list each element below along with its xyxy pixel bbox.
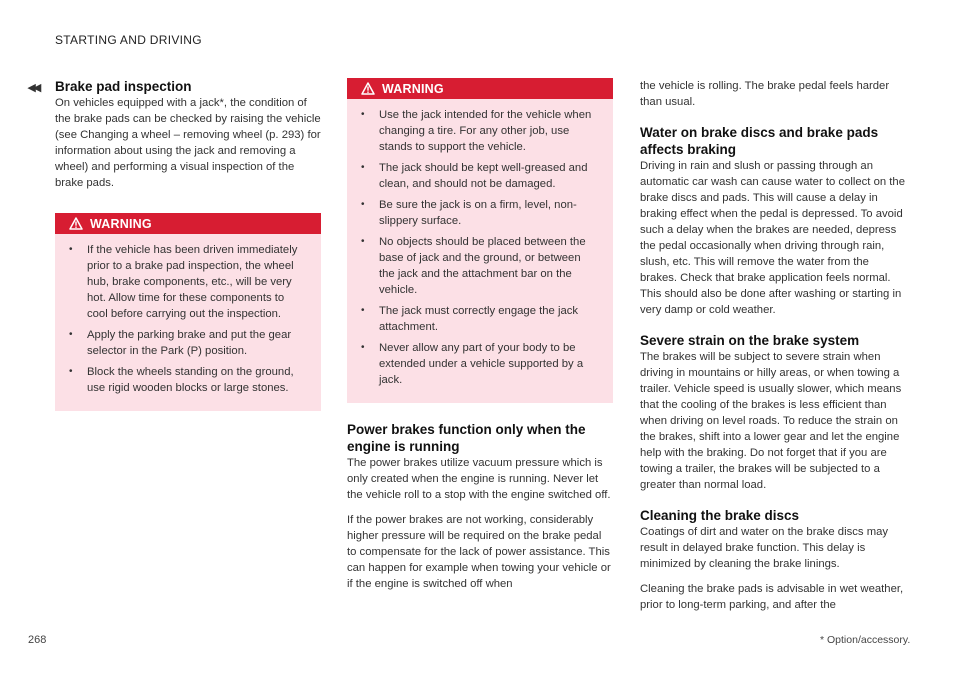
warning-header <box>347 78 613 99</box>
page-number: 268 <box>28 634 47 646</box>
severe-strain-heading: Severe strain on the brake system <box>640 333 860 348</box>
warning-list <box>55 234 321 396</box>
footnote: * Option/accessory. <box>820 634 911 646</box>
power-brakes-heading: Power brakes function only when the engine is running <box>347 422 586 454</box>
warning-header <box>55 213 321 234</box>
warning-triangle-icon <box>361 82 375 95</box>
continued-text: the vehicle is rolling. The brake pedal feels harder than usual. <box>640 80 890 108</box>
brake-pad-inspection-text: On vehicles equipped with a jack*, the condition of the brake pads can be checked by raising the vehicle (see Changing a wheel – removing wheel (p. 293) for information about using the jack and removing a wheel) and performing a visual inspection of the brake pads. <box>55 97 321 189</box>
warning-item: • Never allow any part of your body to be extended under a vehicle supported by a jack. <box>361 340 599 388</box>
previous-page-arrows[interactable]: ◂◂ <box>28 79 40 96</box>
warning-item: • If the vehicle has been driven immediately prior to a brake pad inspection, the wheel hub, brake components, etc., will be very hot. Allow time for these components to cool before carrying out the inspection. <box>69 242 307 322</box>
warning-label: WARNING <box>382 81 444 96</box>
cleaning-discs-heading: Cleaning the brake discs <box>640 508 800 523</box>
cleaning-discs-text-2: Cleaning the brake pads is advisable in wet weather, prior to long-term parking, and after the <box>640 583 904 611</box>
warning-label: WARNING <box>90 216 152 231</box>
water-on-brakes-heading: Water on brake discs and brake pads affects braking <box>640 125 879 157</box>
warning-box-brake-pads <box>55 213 321 411</box>
warning-item: • No objects should be placed between the base of jack and the ground, or between the jack and the attachment bar on the vehicle. <box>361 234 599 298</box>
warning-triangle-icon <box>69 217 83 230</box>
warning-list <box>347 99 613 388</box>
power-brakes-text-1: The power brakes utilize vacuum pressure which is only created when the engine is running. Never let the vehicle roll to a stop with the engine switched off. <box>347 457 611 501</box>
column-2 <box>347 78 613 592</box>
warning-box-jack <box>347 78 613 403</box>
warning-item: • Use the jack intended for the vehicle when changing a tire. For any other job, use stands to support the vehicle. <box>361 107 599 155</box>
power-brakes-text-2: If the power brakes are not working, considerably higher pressure will be required on the brake pedal to compensate for the lack of power assistance. This can happen for example when towing your vehicle or if the engine is switched off when <box>347 514 611 590</box>
warning-item: • Block the wheels standing on the ground, use rigid wooden blocks or large stones. <box>69 364 307 396</box>
section-title: STARTING AND DRIVING <box>55 33 202 47</box>
cleaning-discs-text-1: Coatings of dirt and water on the brake discs may result in delayed brake function. This delay is minimized by cleaning the brake linings. <box>640 526 889 570</box>
warning-item: • The jack should be kept well-greased and clean, and should not be damaged. <box>361 160 599 192</box>
column-1 <box>55 78 321 411</box>
brake-pad-inspection-heading: Brake pad inspection <box>55 79 192 94</box>
column-3 <box>640 78 906 613</box>
warning-item: • Be sure the jack is on a firm, level, non-slippery surface. <box>361 197 599 229</box>
warning-item: • Apply the parking brake and put the gear selector in the Park (P) position. <box>69 327 307 359</box>
severe-strain-text: The brakes will be subject to severe strain when driving in mountains or hilly areas, or when towing a trailer. Vehicle speed is usually slower, which means that the cooling of the brakes is less efficient than when driving on level roads. To reduce the strain on the brakes, shift into a lower gear and let the engine help with the braking. Do not forget that if you are towing a trailer, the brakes will be subjected to a greater than normal load. <box>640 351 902 491</box>
warning-item: • The jack must correctly engage the jack attachment. <box>361 303 599 335</box>
water-on-brakes-text: Driving in rain and slush or passing through an automatic car wash can cause water to collect on the brake discs and pads. This will cause a delay in braking effect when the pedal is depressed. To avoid such a delay when the brakes are needed, depress the pedal occasionally when driving through rain, slush, etc. This will remove the water from the brakes. Check that brake application feels normal. This should also be done after washing or starting in very damp or cold weather. <box>640 160 905 316</box>
